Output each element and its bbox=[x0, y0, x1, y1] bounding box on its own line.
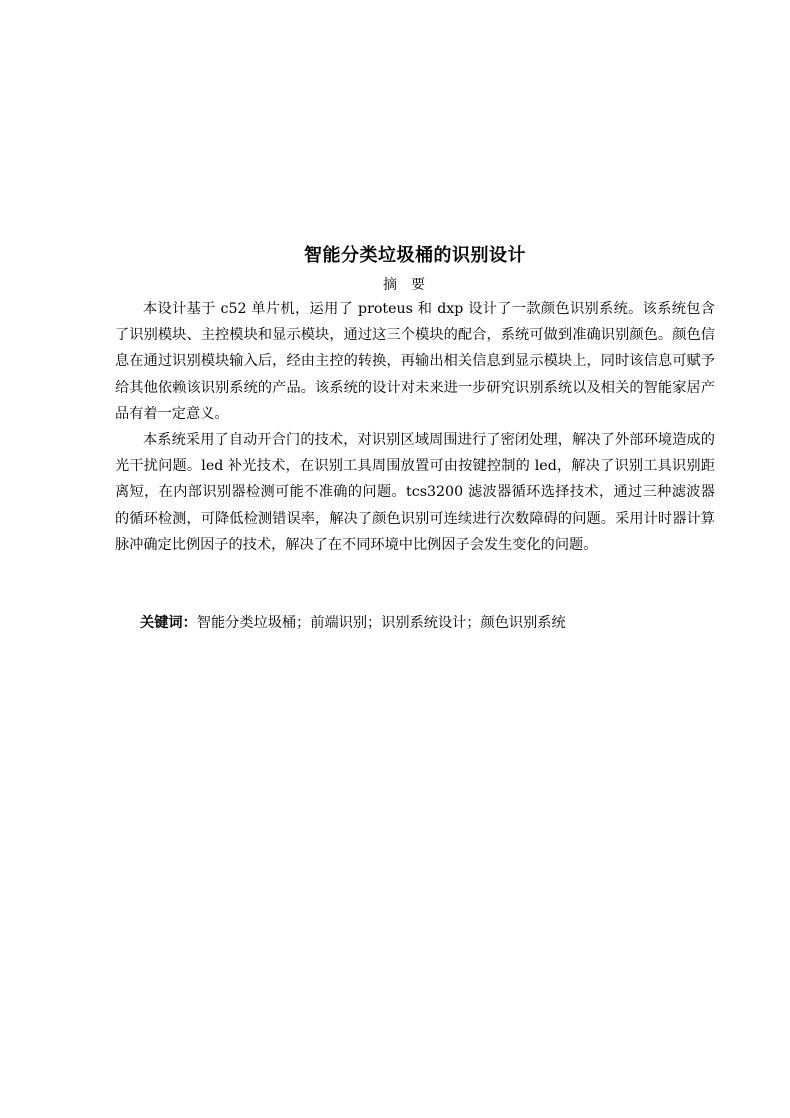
keywords-line bbox=[140, 611, 566, 635]
abstract-paragraph-1: 本设计基于 c52 单片机，运用了 proteus 和 dxp 设计了一款颜色识别系统。该系统包含了识别模块、主控模块和显示模块，通过这三个模块的配合，系统可做到准确识别颜色。颜色信息在通过识别模块输入后，经由主控的转换，再输出相关信息到显示模块上，同时该信息可赋予给其他依赖该识别系统的产品。该系统的设计对未来进一步研究识别系统以及相关的智能家居产品有着一定意义。 bbox=[115, 301, 715, 422]
keywords-label: 关键词： bbox=[140, 615, 197, 631]
document-title: 智能分类垃圾桶的识别设计 bbox=[304, 245, 526, 266]
abstract-heading bbox=[0, 274, 790, 296]
abstract-body bbox=[115, 296, 715, 558]
keywords-text: 智能分类垃圾桶；前端识别；识别系统设计；颜色识别系统 bbox=[196, 615, 566, 631]
abstract-paragraph-2: 本系统采用了自动开合门的技术，对识别区域周围进行了密闭处理，解决了外部环境造成的光干扰问题。led 补光技术，在识别工具周围放置可由按键控制的 led，解决了识别工具识别距离短，在内部识别器检测可能不准确的问题。tcs3200 滤波器循环选择技术，通过三种滤波器的循环检测，可降低检测错误率，解决了颜色识别可连续进行次数障碍的问题。采用计时器计算脉冲确定比例因子的技术，解决了在不同环境中比例因子会发生变化的问题。 bbox=[115, 432, 715, 553]
abstract-heading-char-1: 摘 bbox=[383, 277, 397, 293]
abstract-heading-char-2: 要 bbox=[411, 277, 425, 293]
